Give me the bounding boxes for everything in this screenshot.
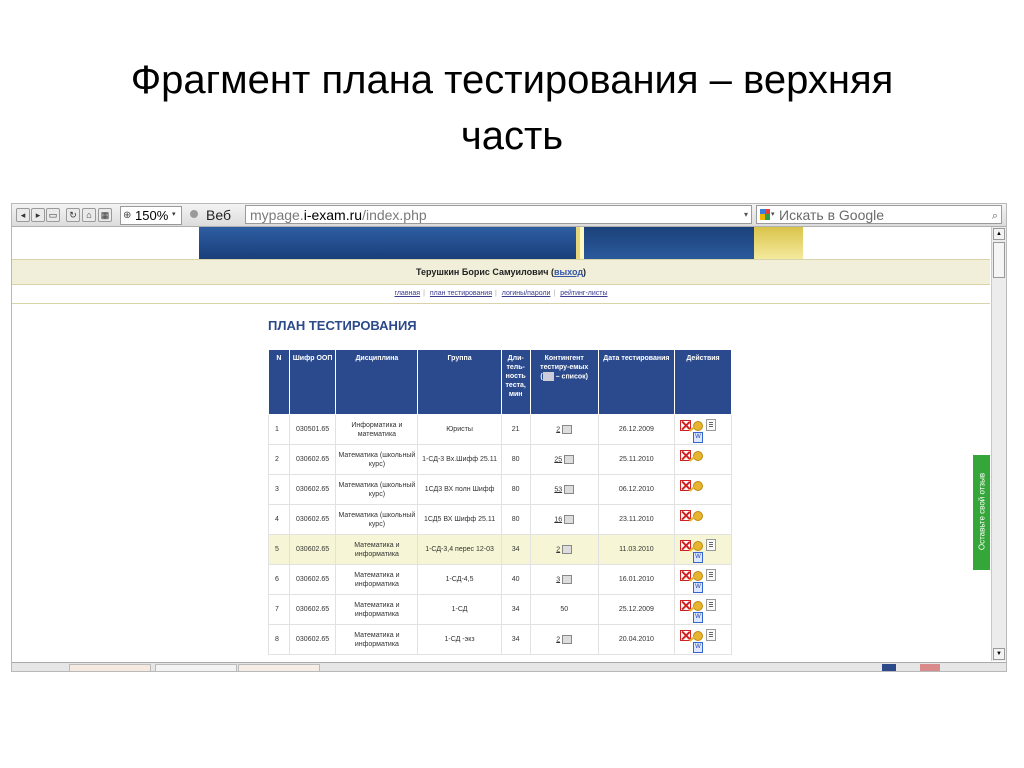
word-doc-icon[interactable]: W [693,612,703,623]
web-label: Веб [206,207,231,223]
key-icon[interactable] [693,421,703,431]
row-date: 25.12.2009 [598,595,674,625]
key-icon[interactable] [693,601,703,611]
report-icon[interactable] [706,569,716,581]
search-placeholder: Искать в Google [779,207,885,223]
col-n: N [269,350,290,415]
row-date: 23.11.2010 [598,505,674,535]
table-row [269,535,732,565]
row-number: 4 [269,505,290,535]
contingent-count: 50 [560,606,569,613]
url-dropdown-icon[interactable]: ▾ [744,210,749,219]
row-contingent [530,505,598,535]
tray-icon [882,664,896,671]
row-discipline: Математика и информатика [336,625,418,655]
menu-logins[interactable]: логины/пароли [501,290,551,297]
row-contingent [530,595,598,625]
row-group: 1-СД-3 Вх.Шифф 25.11 [418,445,501,475]
google-logo-icon [760,209,770,220]
row-code: 030602.65 [289,565,336,595]
row-code: 030602.65 [289,595,336,625]
col-discipline: Дисциплина [336,350,418,415]
row-duration: 80 [501,475,530,505]
forward-icon[interactable]: ▸ [31,208,45,222]
table-row [269,625,732,655]
test-plan-table [268,349,732,655]
list-icon[interactable] [564,485,574,494]
row-discipline: Математика (школьный курс) [336,445,418,475]
row-discipline: Математика (школьный курс) [336,505,418,535]
row-actions [675,565,732,595]
row-code: 030602.65 [289,475,336,505]
row-date: 06.12.2010 [598,475,674,505]
engine-dot-icon [190,210,198,218]
col-date: Дата тестирования [598,350,674,415]
row-group: 1-СД-4,5 [418,565,501,595]
url-domain: i-exam.ru [303,207,363,223]
vertical-scrollbar[interactable] [991,227,1006,661]
col-code: Шифр ООП [289,350,336,415]
row-actions [675,475,732,505]
row-number: 2 [269,445,290,475]
slide-title [0,52,1024,164]
taskbar-item[interactable] [238,664,320,672]
report-icon[interactable] [706,419,716,431]
row-date: 11.03.2010 [598,535,674,565]
row-contingent [530,445,598,475]
row-group: 1СД3 ВХ полн Шифф [418,475,501,505]
key-icon[interactable] [693,541,703,551]
slide-title-line1: Фрагмент плана тестирования – верхняя [130,58,894,102]
row-actions [675,535,732,565]
scroll-thumb[interactable] [993,242,1005,278]
report-icon[interactable] [706,599,716,611]
home-icon[interactable]: ⌂ [82,208,96,222]
table-row [269,565,732,595]
status-bar [12,662,1006,672]
row-actions [675,445,732,475]
logout-link[interactable]: выход [553,267,584,277]
table-header-row [269,350,732,415]
menu-test-plan[interactable]: план тестирования [429,290,492,297]
slide-title-line2: часть [460,114,564,158]
row-code: 030602.65 [289,535,336,565]
reload-icon[interactable]: ↻ [66,208,80,222]
row-group: 1СД5 ВХ Шифф 25.11 [418,505,501,535]
row-date: 16.01.2010 [598,565,674,595]
contingent-count-link[interactable]: 2 [556,636,561,644]
contingent-label: Контингент тестиру-емых [540,355,589,371]
row-actions [675,415,732,445]
user-bar [12,259,990,285]
key-icon[interactable] [693,481,703,491]
row-duration: 34 [501,625,530,655]
google-search-field[interactable] [756,205,1002,224]
plan-title: ПЛАН ТЕСТИРОВАНИЯ [268,318,417,333]
user-name: Терушкин Борис Самуилович ( [415,267,554,277]
row-group: Юристы [418,415,501,445]
url-field[interactable] [245,205,752,224]
row-date: 26.12.2009 [598,415,674,445]
row-number: 5 [269,535,290,565]
view-icon[interactable]: ▦ [98,208,112,222]
zoom-icon: ⊕ [123,210,132,221]
row-number: 3 [269,475,290,505]
list-icon[interactable] [562,635,572,644]
col-duration: Дли-тель-ность теста, мин [501,350,530,415]
word-doc-icon[interactable]: W [693,642,703,653]
row-actions [675,595,732,625]
list-icon[interactable] [564,515,574,524]
search-engine-dropdown-icon[interactable]: ▾ [771,211,775,218]
contingent-count-link[interactable]: 3 [556,576,561,584]
row-contingent [530,475,598,505]
row-contingent [530,625,598,655]
row-group: 1-СД [418,595,501,625]
row-discipline: Математика и информатика [336,595,418,625]
word-doc-icon[interactable]: W [693,552,703,563]
table-row [269,475,732,505]
report-icon[interactable] [706,539,716,551]
row-date: 25.11.2010 [598,445,674,475]
key-icon[interactable] [693,571,703,581]
row-duration: 40 [501,565,530,595]
row-duration: 21 [501,415,530,445]
list-icon [543,372,554,381]
list-icon[interactable] [562,545,572,554]
table-row [269,505,732,535]
site-banner [199,227,803,259]
key-icon[interactable] [693,511,703,521]
zoom-value: 150% [135,208,169,223]
row-actions [675,625,732,655]
list-icon[interactable] [562,575,572,584]
report-icon[interactable] [706,629,716,641]
tray-icon [920,664,940,671]
browser-window [11,203,1007,672]
word-doc-icon[interactable]: W [693,432,703,443]
list-icon[interactable] [564,455,574,464]
row-discipline: Информатика и математика [336,415,418,445]
row-contingent [530,415,598,445]
row-discipline: Математика (школьный курс) [336,475,418,505]
contingent-count-link[interactable]: 25 [554,456,563,464]
table-row [269,595,732,625]
site-menu: главная | план тестирования | логины/пароли | рейтинг-листы [12,285,990,304]
menu-home[interactable]: главная [394,290,421,297]
row-contingent [530,565,598,595]
col-group: Группа [418,350,501,415]
word-doc-icon[interactable]: W [693,582,703,593]
row-duration: 34 [501,535,530,565]
row-actions [675,505,732,535]
web-page [12,227,990,661]
menu-rating[interactable]: рейтинг-листы [560,290,608,297]
scroll-up-icon[interactable]: ▲ [993,228,1005,240]
row-contingent [530,535,598,565]
row-group: 1-СД-3,4 перес 12-03 [418,535,501,565]
contingent-count-link[interactable]: 16 [554,516,563,524]
col-actions: Действия [675,350,732,415]
key-icon[interactable] [693,631,703,641]
feedback-label: Оставьте свой отзыв [977,472,987,551]
row-discipline: Математика и информатика [336,535,418,565]
back-icon[interactable]: ◂ [16,208,30,222]
taskbar-item[interactable] [69,664,151,672]
contingent-count-link[interactable]: 2 [556,546,561,554]
row-number: 7 [269,595,290,625]
row-code: 030501.65 [289,415,336,445]
zoom-dropdown-icon[interactable]: ▾ [172,211,176,218]
stop-icon[interactable]: ▭ [46,208,60,222]
url-prefix: mypage. [250,207,304,223]
row-group: 1-СД -экз [418,625,501,655]
row-number: 8 [269,625,290,655]
user-close: ) [583,267,587,277]
row-discipline: Математика и информатика [336,565,418,595]
row-code: 030602.65 [289,625,336,655]
list-icon[interactable] [562,425,572,434]
search-icon[interactable]: ⌕ [991,210,998,222]
row-number: 1 [269,415,290,445]
browser-toolbar [12,204,1006,227]
url-path: /index.php [362,207,427,223]
contingent-list-label: ( – список) [540,373,588,381]
row-duration: 80 [501,505,530,535]
table-row [269,415,732,445]
row-duration: 34 [501,595,530,625]
taskbar-item[interactable] [155,664,237,672]
row-code: 030602.65 [289,445,336,475]
row-number: 6 [269,565,290,595]
key-icon[interactable] [693,451,703,461]
table-row [269,445,732,475]
contingent-count-link[interactable]: 2 [556,426,561,434]
col-contingent [530,350,598,415]
contingent-count-link[interactable]: 53 [554,486,563,494]
scroll-down-icon[interactable]: ▼ [993,648,1005,660]
feedback-tab[interactable] [973,455,990,570]
row-duration: 80 [501,445,530,475]
row-date: 20.04.2010 [598,625,674,655]
row-code: 030602.65 [289,505,336,535]
